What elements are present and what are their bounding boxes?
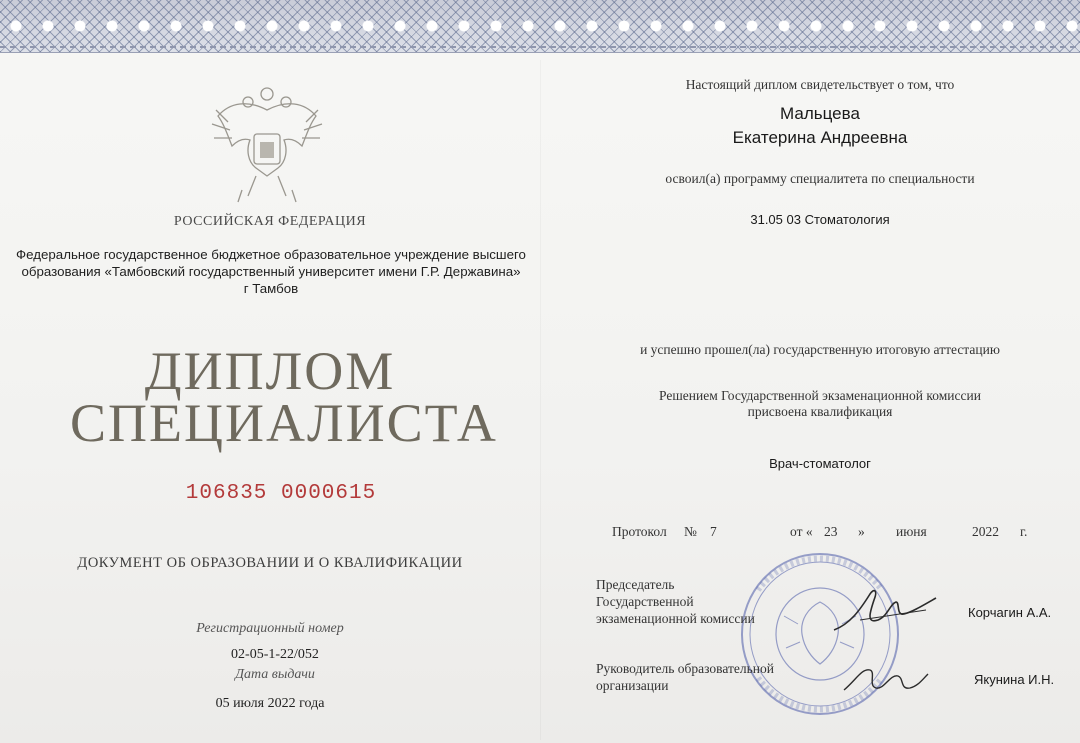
commission-decision-line-2: присвоена квалификация xyxy=(747,404,893,419)
diploma-title-line-1: ДИПЛОМ xyxy=(144,341,396,401)
protocol-number: 7 xyxy=(710,524,717,539)
institution-city: г Тамбов xyxy=(243,281,299,296)
chairman-signature xyxy=(830,580,940,640)
protocol-day: 23 xyxy=(824,524,838,539)
protocol-label: Протокол xyxy=(612,524,667,539)
chair-title-line-1: Председатель xyxy=(596,577,675,592)
protocol-number-sign: № xyxy=(684,524,697,539)
rector-signature xyxy=(840,660,930,700)
issue-date: 05 июля 2022 года xyxy=(215,696,325,711)
document-type: ДОКУМЕНТ ОБ ОБРАЗОВАНИИ И О КВАЛИФИКАЦИИ xyxy=(77,555,463,571)
mastered-text: освоил(а) программу специалитета по специальности xyxy=(665,171,975,186)
issue-date-label: Дата выдачи xyxy=(235,667,315,682)
institution-line-2: образования «Тамбовский государственный университет имени Г.Р. Державина» xyxy=(21,264,521,279)
guilloche-border xyxy=(0,0,1080,53)
registration-number: 02-05-1-22/052 xyxy=(231,647,319,662)
commission-decision-line-1: Решением Государственной экзаменационной комиссии xyxy=(659,388,981,403)
graduate-given-names: Екатерина Андреевна xyxy=(732,128,908,147)
protocol-from: от « xyxy=(790,524,813,539)
diploma-serial-number: 106835 0000615 xyxy=(185,482,377,505)
graduate-surname: Мальцева xyxy=(780,104,860,123)
commission-chair-name: Корчагин А.А. xyxy=(968,605,1052,620)
head-title-line-2: организации xyxy=(596,678,669,693)
commission-chair-title xyxy=(596,576,816,627)
chair-title-line-2: Государственной xyxy=(596,594,694,609)
head-title-line-1: Руководитель образовательной xyxy=(596,661,774,676)
institution-name xyxy=(6,246,536,297)
organization-head-name: Якунина И.Н. xyxy=(974,672,1055,687)
chair-title-line-3: экзаменационной комиссии xyxy=(596,611,755,626)
organization-head-title xyxy=(596,660,836,694)
protocol-year: 2022 xyxy=(972,524,999,539)
certifies-text: Настоящий диплом свидетельствует о том, что xyxy=(685,77,955,92)
protocol-close-quote: » xyxy=(858,524,865,539)
fold-line xyxy=(540,60,541,740)
protocol-month: июня xyxy=(896,524,927,539)
qualification: Врач-стоматолог xyxy=(769,456,871,471)
country-name: РОССИЙСКАЯ ФЕДЕРАЦИЯ xyxy=(173,214,367,229)
institution-line-1: Федеральное государственное бюджетное образовательное учреждение высшего xyxy=(16,247,526,262)
registration-label: Регистрационный номер xyxy=(196,621,344,636)
specialty: 31.05 03 Стоматология xyxy=(750,212,890,227)
coat-of-arms-emblem xyxy=(208,80,326,204)
protocol-row xyxy=(612,524,1052,544)
diploma-title-line-2: СПЕЦИАЛИСТА xyxy=(70,393,498,453)
attestation-text: и успешно прошел(ла) государственную итоговую аттестацию xyxy=(640,342,1000,357)
protocol-year-suffix: г. xyxy=(1020,524,1028,539)
